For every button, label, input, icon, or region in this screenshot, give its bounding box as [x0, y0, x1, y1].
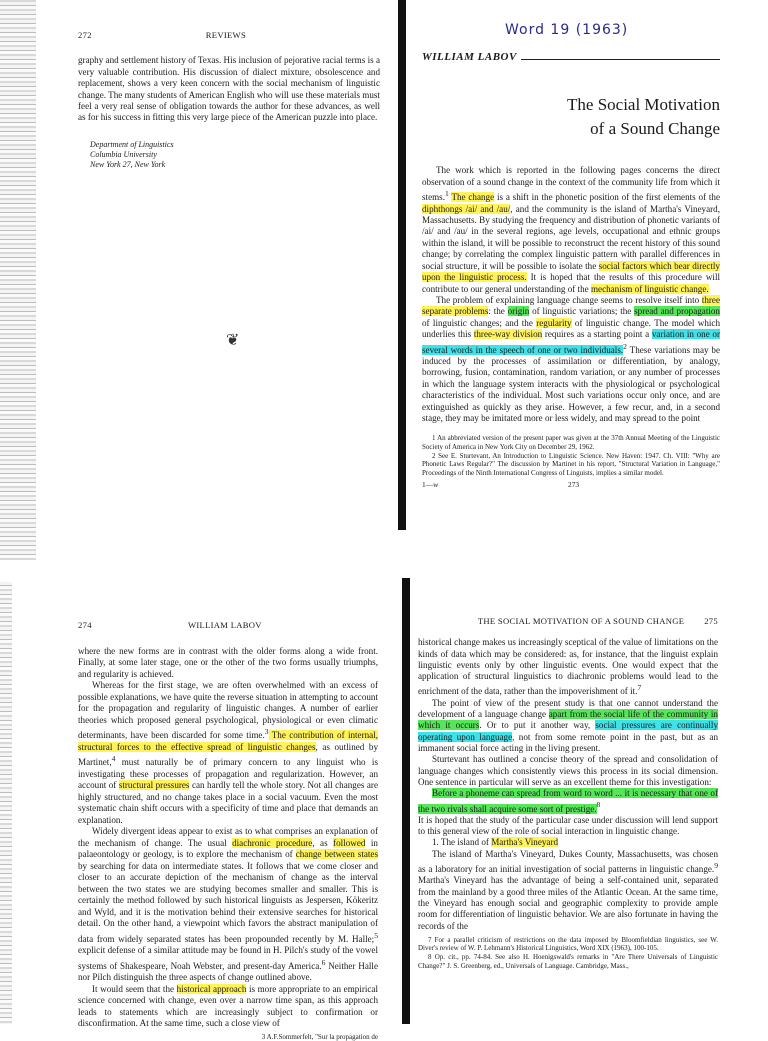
- ornament-bird-mark: ❦: [226, 332, 240, 349]
- footnotes: [418, 936, 718, 970]
- text-run: of linguistic change. The model which underlies this: [422, 317, 720, 340]
- text-run: These variations may be induced by the processes of assimilation or differentiation, by analogy, borrowing, fusion, contamination, random variation, or any number of processes in which the language system interacts with the physiological or psychological characteristics of the individual. Most such variations occur only once, and are extinguished as quickly as they arise. However, a few recur, and, in a second stage, they may be imitated more or less widely, and may spread to the point: [422, 344, 720, 423]
- scan-edge-bottom: [0, 580, 12, 1024]
- text-run: The point of view of the present study is that one cannot understand the development of a language change: [418, 697, 718, 720]
- body-paragraph: [422, 295, 720, 425]
- footnote-7: 7 For a parallel criticism of restrictions on the data imposed by Bloomfieldian linguistics, see W. Diver's review of W. P. Lehmann's Historical Linguistics, Word XIX (1963), 100-105.: [418, 935, 718, 953]
- highlight-yellow: three separate problems: [422, 294, 720, 317]
- block-quote: [418, 788, 718, 815]
- running-head: WILLIAM LABOV: [187, 620, 262, 630]
- page-number: 272: [78, 30, 92, 40]
- text-run: historical change makes us increasingly sceptical of the value of limitations on the kinds of data which may be considered: as, for instance, that the linguist explain linguistic events only by other linguistic events. One would expect that the application of structural linguistics to diachronic problems would lead to the enrichment of the data, rather than the impoverishment of it.: [418, 637, 718, 697]
- page-number: 273: [568, 480, 580, 490]
- page-number: 275: [704, 616, 718, 626]
- text-run: Neither Halle nor Pilch distinguish the three aspects of change outlined above.: [78, 960, 378, 983]
- text-run: The island of Martha's Vineyard, Dukes County, Massachusetts, was chosen as a laboratory for an initial investigation of social patterns in linguistic change.: [418, 848, 718, 875]
- footnotes: [422, 434, 720, 477]
- text-run: , as outlined by Martinet,: [78, 741, 378, 768]
- highlight-yellow: The change: [451, 192, 495, 203]
- highlight-yellow: diphthongs /ai/ and /au/: [422, 203, 511, 214]
- handwritten-citation-note: Word 19 (1963): [505, 22, 629, 38]
- book-spine-top: [398, 0, 406, 530]
- highlight-green: origin: [507, 306, 530, 317]
- body-paragraph: [78, 984, 378, 1030]
- highlight-yellow: structural pressures: [118, 780, 190, 791]
- footnote-cut-off: 3 A.F.Sommerfelt, "Sur la propagation de: [261, 1032, 378, 1041]
- page-header: [78, 30, 380, 41]
- book-spine-bottom: [402, 578, 410, 1024]
- footnote-ref: 9: [714, 861, 718, 870]
- body-paragraph: [422, 165, 720, 295]
- body-paragraph: [418, 637, 718, 698]
- highlight-yellow: historical approach: [176, 983, 247, 994]
- text-run: . Or to put it another way,: [479, 720, 596, 731]
- text-run: Martha's Vineyard has the advantage of being a self-contained unit, separated from the mainland by a good three miles of the Atlantic Ocean. At the same time, the Vineyard has enough social and geographic complexity to provide ample room for differentiation of linguistic behavior. We are also fortunate in having the records of the: [418, 875, 718, 931]
- page-header: [418, 616, 718, 627]
- page-274: [78, 620, 378, 1041]
- highlight-green: Before a phoneme can spread from word to word ... it is necessary that one of the two rivals shall acquire some sort of prestige.: [418, 788, 718, 814]
- page-number: 274: [78, 620, 92, 630]
- text-run: Whereas for the first stage, we are often overwhelmed with an excess of possible explanations, we have quite the reverse situation in attempting to account for the propagation and regularity of linguistic changes. A number of earlier theories which proposed general psychological, physiological or even climatic determinants, have been discarded for some time.: [78, 680, 378, 741]
- body-paragraph: [418, 849, 718, 932]
- footnote-2: 2 See E. Sturtevant, An Introduction to Linguistic Science. New Haven: 1947. Ch. VIII: "Why are Phonetic Laws Regular?" The discussion by Martinet in his report, "Structural Variation in Language," Proceedings of the Ninth International Congress of Linguists, implies a similar model.: [422, 451, 720, 477]
- affiliation-university: Columbia University: [90, 149, 157, 159]
- footnote-ref: 4: [111, 754, 116, 764]
- highlight-yellow: mechanism of linguistic change.: [590, 283, 709, 294]
- highlight-yellow: The contribution of internal, structural forces to the effective spread of linguistic changes: [78, 730, 378, 752]
- text-run: , as: [312, 837, 334, 848]
- running-head: THE SOCIAL MOTIVATION OF A SOUND CHANGE: [477, 616, 685, 626]
- affiliation-department: Department of Linguistics: [90, 139, 174, 149]
- author-affiliation: [90, 140, 380, 170]
- text-run: requires as a starting point a: [542, 329, 652, 340]
- highlight-yellow: regularity: [536, 317, 572, 328]
- spread-gap: [0, 560, 768, 582]
- body-paragraph: It is hoped that the study of the particular case under discussion will lend support to this general view of the role of social interaction in linguistic change.: [418, 814, 718, 837]
- body-paragraph: graphy and settlement history of Texas. His inclusion of pejorative racial terms is a very valuable contribution. His discussion of dialect mixture, obsolescence and replacement, shows a very keen concern with the social mechanism of linguistic change. The many students of American English who will use these materials must feel a very real sense of obligation towards the author for these advances, as well as for his success in fitting this very large piece of the American puzzle into place.: [78, 55, 380, 123]
- body-paragraph: [78, 680, 378, 826]
- text-run: It would seem that the: [92, 983, 177, 994]
- highlight-yellow: three-way division: [473, 329, 543, 340]
- footnote-ref: 5: [374, 930, 378, 940]
- text-run: must naturally be of primary concern to any linguist who is investigating these processes of propagation and regularization. However, an account of: [78, 757, 378, 791]
- article-title: [422, 93, 720, 141]
- text-run: is a shift in the phonetic position of the first elements of the: [494, 192, 720, 203]
- page-header: [78, 620, 378, 632]
- section-heading: [418, 837, 718, 848]
- footnote-8: 8 Op. cit., pp. 74-84. See also H. Hoenigswald's remarks in "Are There Universals of Linguistic Change?" J. S. Greenberg, ed., Universals of Language. Cambridge, Mass.,: [418, 953, 718, 970]
- text-run: is more appropriate to an empirical science concerned with change, even over a narrow time span, as this approach leads to statements which are increasingly subject to confirmation or disconfirmation. At the same time, such a close view of: [78, 983, 378, 1029]
- footnote-ref: 2: [623, 341, 627, 351]
- affiliation-address: New York 27, New York: [90, 159, 166, 169]
- footnote-ref: 3: [264, 727, 269, 736]
- text-run: The problem of explaining language change seems to resolve itself into: [436, 294, 702, 305]
- text-run: of linguistic variations; the: [529, 306, 635, 317]
- footnote-ref: 8: [596, 800, 601, 810]
- highlight-green: spread and propagation: [634, 306, 720, 317]
- text-run: of linguistic changes; and the: [422, 317, 537, 328]
- running-head: REVIEWS: [205, 30, 247, 40]
- highlight-yellow: followed: [333, 837, 366, 848]
- text-run: Widely divergent ideas appear to exist as to what comprises an explanation of the mechanism of change. The usual: [78, 826, 378, 848]
- page-273: [422, 52, 720, 491]
- scan-edge-top: [0, 0, 36, 560]
- text-run: , and the community is the island of Martha's Vineyard, Massachusetts. By studying the frequency and distribution of phonetic variants of /ai/ and /au/ in the several regions, age levels, occupational and ethnic groups within the island, it will be possible to reconstruct the recent history of this sound change; by correlating the complex linguistic pattern with parallel differences in social structure, it will be possible to isolate the: [422, 203, 720, 271]
- page-272: [78, 30, 380, 170]
- footnote-ref: 6: [321, 957, 326, 967]
- author-rule: [521, 59, 720, 60]
- text-run: in palaeontology or geology, is to explore the mechanism of: [78, 837, 378, 860]
- highlight-yellow: change between states: [295, 849, 378, 860]
- highlight-yellow: Martha's Vineyard: [491, 837, 559, 848]
- text-run: The work which is reported in the following pages concerns the direct observation of a sound change in the context of the community life from which it stems.: [422, 165, 720, 203]
- body-paragraph: [418, 698, 718, 754]
- highlight-yellow: social factors which bear directly upon the linguistic process.: [422, 260, 720, 283]
- footnote-ref: 1: [445, 189, 449, 199]
- article-author: [422, 52, 720, 63]
- text-run: It is hoped that the results of this procedure will contribute to our general understanding of the: [422, 272, 721, 294]
- signature-mark: 1—w: [422, 480, 439, 490]
- title-line-2: of a Sound Change: [590, 119, 720, 139]
- page-275: [418, 616, 718, 970]
- highlight-green: apart from the social life of the community in which it occurs: [418, 709, 718, 731]
- text-run: : the: [488, 306, 508, 317]
- footnote-1: 1 An abbreviated version of the present paper was given at the 37th Annual Meeting of the Linguistic Society of America in New York City on December 29, 1962.: [422, 434, 720, 451]
- highlight-cyan: social pressures are continually operating upon language: [418, 720, 718, 742]
- text-run: can hardly tell the whole story. Not all changes are highly structured, and no change takes place in a social vacuum. Even the most systematic chain shift occurs with a specificity of time and place that demands an explanation.: [78, 780, 378, 825]
- title-line-1: The Social Motivation: [567, 95, 720, 115]
- text-run: , not from some remote point in the past, but as an immanent social force acting in the living present.: [418, 731, 718, 753]
- author-name: WILLIAM LABOV: [422, 51, 517, 63]
- body-paragraph: Sturtevant has outlined a concise theory of the spread and consolidation of language changes which consistently views this process in its social dimension. One sentence in particular will serve as an excellent theme for this investigation:: [418, 754, 718, 787]
- text-run: by searching for data on intermediate states. It follows that we come closer and closer to an accurate depiction of the mechanism of change as the interval between the two states we are studying becomes smaller and smaller. This is certainly the method followed by such historical linguists as Jespersen, Kökeritz and Wyld, and it is the motivation behind their extensive searches for historical detail. On the other hand, a viewpoint which favors the abstract manipulation of data from widely separated states has been propounded recently by M. Halle;: [78, 860, 378, 944]
- highlight-yellow: diachronic procedure: [232, 837, 313, 848]
- footnote-ref: 7: [637, 683, 642, 693]
- page-footer: [422, 479, 720, 490]
- text-run: 1. The island of: [432, 837, 492, 848]
- highlight-cyan: variation in one or several words in the speech of one or two individuals.: [422, 329, 720, 355]
- body-paragraph: where the new forms are in contrast with the older forms along a wide front. Finally, at some later stage, one or the other of the two forms usually triumphs, and regularity is achieved.: [78, 645, 378, 679]
- text-run: explicit defense of a similar attitude may be found in H. Pilch's study of the vowel systems of Shakespeare, Noah Webster, and present-day America.: [78, 945, 378, 971]
- body-paragraph: [78, 826, 378, 984]
